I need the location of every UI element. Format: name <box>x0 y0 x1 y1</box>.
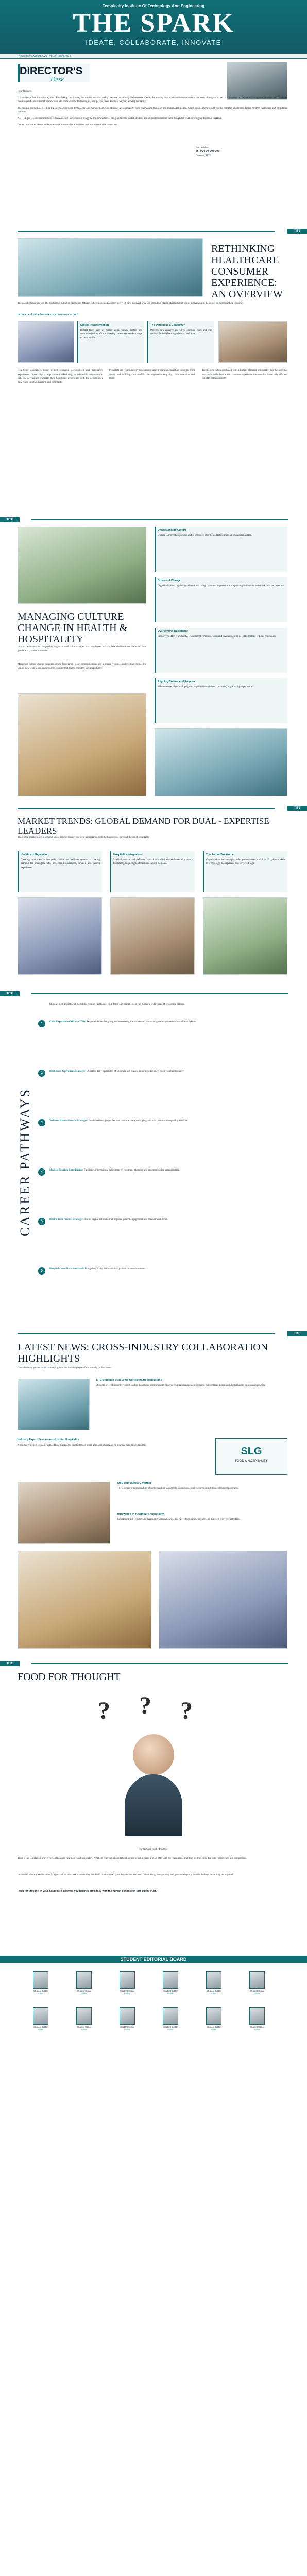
market-title: MARKET TRENDS: GLOBAL DEMAND FOR DUAL - EXPERTISE LEADERS <box>18 816 269 836</box>
rethinking-section <box>0 235 307 523</box>
tite-badge: TITE <box>287 229 307 234</box>
member-name: Student Editor <box>33 2026 48 2028</box>
career-item-text: Oversees daily operations of hospitals and clinics, ensuring efficiency, quality and compliance. <box>87 1070 185 1073</box>
member-photo <box>33 1971 48 1989</box>
member-name: Student Editor <box>77 2026 91 2028</box>
food-caption: How fast can you be trusted? <box>137 1848 168 1851</box>
culture-box-4-text: When culture aligns with purpose, organizations deliver consistent, high-quality experiences. <box>158 685 254 688</box>
hospitality-team-image <box>18 693 146 796</box>
career-item-title: Hospital Guest Relations Head: <box>49 1268 84 1270</box>
rethinking-subhead: In the era of value-based care, consumers expect: <box>18 313 79 316</box>
board-member <box>117 2007 137 2031</box>
career-item <box>41 1020 287 1025</box>
food-para-2: In a world where speed is valued, organizations must ask whether they can build trust as quickly as they deliver services. Consistency, transparency and genuine empathy remain the keys to earning lasting trust. <box>18 1874 234 1876</box>
culture-section <box>0 523 307 812</box>
divider <box>18 1333 275 1334</box>
masthead <box>0 0 307 54</box>
career-item-text: Builds digital solutions that improve patient engagement and clinical workflows. <box>84 1218 168 1221</box>
divider <box>18 808 275 809</box>
culture-box-4-title: Aligning Culture and Purpose <box>158 680 196 683</box>
question-illustration <box>77 1688 230 1842</box>
food-section <box>0 1667 307 1956</box>
career-section <box>0 997 307 1337</box>
member-role: Editor <box>81 2028 87 2031</box>
member-role: Editor <box>211 1992 217 1995</box>
pull-card-2-title: The Patient as a Consumer <box>150 324 185 327</box>
question-mark-icon: ? <box>98 1697 110 1724</box>
signature-block <box>196 146 288 158</box>
member-role: Editor <box>124 2028 130 2031</box>
market-image-1 <box>18 897 102 975</box>
greeting: Dear Readers, <box>18 90 32 93</box>
hospitality-image <box>218 321 287 363</box>
member-photo <box>76 2007 92 2025</box>
tite-badge: TITE <box>287 1331 307 1336</box>
tite-badge: TITE <box>287 806 307 811</box>
question-mark-icon: ? <box>180 1697 193 1724</box>
news-item-3-title: MoU with Industry Partner <box>117 1482 151 1485</box>
healthcare-team-image <box>155 728 287 796</box>
healthcare-tech-image <box>18 238 203 297</box>
director-letter <box>18 90 287 127</box>
member-photo <box>163 1971 178 1989</box>
member-role: Editor <box>211 2028 217 2031</box>
partner-logo-box <box>215 1438 287 1475</box>
member-role: Editor <box>124 1992 130 1995</box>
member-name: Student Editor <box>120 1990 134 1992</box>
issue-meta: Newsletter | August 2025 | Vol. 2 | Issue No. 2 <box>0 54 307 59</box>
pull-card-1 <box>77 321 144 363</box>
news-image-1 <box>18 1379 90 1430</box>
news-image-4 <box>159 1551 287 1649</box>
market-card-2-text: Medical tourism and wellness resorts blend clinical excellence with luxury hospitality, requiring leaders fluent in both domains. <box>113 858 193 866</box>
culture-title: MANAGING CULTURE CHANGE IN HEALTH & HOSPITALITY <box>18 611 128 645</box>
news-item-1-title: TITE Students Visit Leading Healthcare Institutions <box>96 1379 162 1382</box>
rethinking-col-2: Providers are responding by redesigning patient journeys, investing in digital front doors, and building care models that emphasize empathy, communication and trust. <box>109 369 195 380</box>
news-item-1 <box>96 1379 287 1387</box>
food-title: FOOD FOR THOUGHT <box>18 1671 121 1683</box>
director-para-2: The unique strength of TITE is the interplay between technology and management. Our students are exposed to both engineering thinking and managerial insight, which equips them to address the complex challenges facing modern healthcare and hospitality systems. <box>18 107 287 113</box>
director-heading: DIRECTOR'S <box>20 65 83 77</box>
culture-box-3-text: Employees often fear change. Transparent communication and involvement in decision making reduces resistance. <box>158 635 276 638</box>
career-item-title: Medical Tourism Coordinator: <box>49 1169 83 1172</box>
market-card-3-text: Organizations increasingly prefer professionals with interdisciplinary skills in technology, management and service design. <box>206 858 285 866</box>
pull-card-2 <box>147 321 214 363</box>
career-vertical-title: CAREER PATHWAYS <box>18 1088 32 1236</box>
thinker-figure <box>133 1734 174 1775</box>
career-item-number: 3 <box>38 1119 45 1126</box>
news-item-2 <box>18 1438 208 1447</box>
board-member <box>204 1971 224 1995</box>
pull-card-1-text: Digital tools such as mobile apps, patient portals and wearable devices are empowering consumers to take charge of their health. <box>80 329 142 340</box>
board-title: STUDENT EDITORIAL BOARD <box>0 1956 307 1963</box>
market-card-2-title: Hospitality Integration <box>113 853 142 856</box>
culture-box-1 <box>155 527 287 572</box>
news-section <box>0 1337 307 1667</box>
member-photo <box>76 1971 92 1989</box>
rethinking-title: RETHINKING HEALTHCARE CONSUMER EXPERIENCE: AN OVERVIEW <box>211 243 283 300</box>
news-image-2 <box>18 1482 110 1544</box>
market-image-3 <box>203 897 287 975</box>
pull-card-1-title: Digital Transformation <box>80 324 109 327</box>
member-name: Student Editor <box>163 2026 178 2028</box>
culture-box-3 <box>155 628 287 673</box>
career-item-title: Healthcare Operations Manager: <box>49 1070 87 1073</box>
culture-box-4 <box>155 678 287 723</box>
career-item <box>41 1267 287 1273</box>
member-name: Student Editor <box>77 1990 91 1992</box>
director-heading-box <box>18 64 90 82</box>
member-photo <box>249 1971 265 1989</box>
member-photo <box>206 2007 221 2025</box>
news-item-4-text: Emerging models show how hospitality-driven approaches can reduce patient anxiety and improve recovery outcomes. <box>117 1518 240 1521</box>
newsletter-title: THE SPARK <box>73 8 234 38</box>
market-section <box>0 812 307 997</box>
member-role: Editor <box>167 2028 174 2031</box>
news-item-2-text: An industry expert session explored how hospitality principles are being adopted in hospitals to improve patient satisfaction. <box>18 1444 146 1447</box>
tite-badge: TITE <box>0 991 20 996</box>
member-role: Editor <box>38 2028 44 2031</box>
tite-badge: TITE <box>0 1661 20 1666</box>
member-name: Student Editor <box>163 1990 178 1992</box>
news-intro: Cross-industry partnerships are shaping how institutions prepare future-ready professionals. <box>18 1367 112 1369</box>
news-item-4-title: Innovation in Healthcare Hospitality <box>117 1513 164 1516</box>
culture-box-3-title: Overcoming Resistance <box>158 630 189 633</box>
rethinking-col-1: Healthcare consumers today expect seamless, personalized and transparent experiences. From digital appointment scheduling to telehealth consultations, patients increasingly compare their healthcare experience with the convenience they enjoy in retail, banking and hospitality. <box>18 369 103 384</box>
director-para-1: It is an honor that this volume, titled 'Rethinking Healthcare, Innovation and Hospitality', centers on a timely and essential theme. Rethinking healthcare and innovation is at the heart of our profession. It is imperative that we encourage our students and faculty to think beyond conventional frameworks and embrace new technologies, new perspectives and new ways of serving humanity. <box>18 96 287 103</box>
culture-box-2-title: Drivers of Change <box>158 579 181 582</box>
member-name: Student Editor <box>250 1990 264 1992</box>
news-item-3-text: TITE signed a memorandum of understanding to promote internships, joint research and skill development programs. <box>117 1487 239 1490</box>
board-member <box>31 1971 50 1995</box>
culture-box-2-text: Digital adoption, regulatory reforms and rising consumer expectations are pushing institutions to rethink how they operate. <box>158 584 284 587</box>
career-item-title: Chief Experience Officer (CXO): <box>49 1021 86 1023</box>
board-member <box>204 2007 224 2031</box>
career-item-number: 2 <box>38 1070 45 1077</box>
career-intro: Students with expertise at the intersection of healthcare, hospitality and management can pursue a wide range of rewarding careers. <box>49 1003 185 1006</box>
rethinking-intro: The paradigm has shifted. The traditional model of healthcare delivery, where patients passively received care, is giving way to a consumer-driven approach that places individuals at the center of their healthcare journey. <box>18 302 244 305</box>
career-item <box>41 1168 287 1174</box>
career-item-number: 4 <box>38 1168 45 1176</box>
editorial-board-section <box>0 1956 307 2576</box>
member-photo <box>163 2007 178 2025</box>
partner-logo-2: FOOD & HOSPITALITY <box>235 1460 268 1463</box>
member-role: Editor <box>254 1992 260 1995</box>
culture-para-1: In both healthcare and hospitality, organizational culture shapes how employees behave, how decisions are made and how guests and patients are treated. <box>18 646 146 652</box>
market-card-1-text: Growing investment in hospitals, clinics and wellness centers is creating demand for managers who understand operations, finance and patient experience. <box>21 858 100 869</box>
member-name: Student Editor <box>120 2026 134 2028</box>
career-item <box>41 1218 287 1223</box>
board-member <box>247 1971 267 1995</box>
director-para-4: Let us continue to ideate, collaborate and innovate for a healthier and more hospitable tomorrow. <box>18 124 117 126</box>
career-item-text: Leads wellness properties that combine therapeutic programs with premium hospitality services. <box>89 1120 188 1122</box>
divider <box>31 993 288 994</box>
food-para-1: Trust is the foundation of every relationship in healthcare and hospitality. A patient entering a hospital and a guest checking into a hotel both look for reassurance that they will be cared for with competence and compassion. <box>18 1857 247 1860</box>
culture-image <box>18 527 146 604</box>
culture-box-1-title: Understanding Culture <box>158 529 187 532</box>
career-item-text: Brings hospitality standards into patient care environments. <box>84 1268 146 1270</box>
career-item-number: 1 <box>38 1020 45 1027</box>
career-item <box>41 1119 287 1124</box>
market-image-2 <box>110 897 195 975</box>
director-name: Mr. XXXXX XXXXXX <box>196 150 220 154</box>
career-item-number: 6 <box>38 1267 45 1275</box>
food-para-3: Food for thought: in your future role, how will you balance efficiency with the human connection that builds trust? <box>18 1890 158 1893</box>
board-member <box>247 2007 267 2031</box>
question-mark-icon: ? <box>139 1692 151 1719</box>
director-subheading: Desk <box>50 75 64 83</box>
board-member <box>31 2007 50 2031</box>
member-photo <box>249 2007 265 2025</box>
board-member <box>161 2007 180 2031</box>
culture-para-2: Managing culture change requires strong leadership, clear communication and a shared vision. Leaders must model the values they wish to see and invest in training that builds empathy and adaptability. <box>18 663 146 670</box>
signoff: Best Wishes, <box>196 147 209 149</box>
market-card-1 <box>18 851 102 892</box>
market-card-2 <box>110 851 195 892</box>
member-name: Student Editor <box>33 1990 48 1992</box>
member-role: Editor <box>81 1992 87 1995</box>
member-photo <box>120 1971 135 1989</box>
member-role: Editor <box>167 1992 174 1995</box>
news-title: LATEST NEWS: CROSS-INDUSTRY COLLABORATION HIGHLIGHTS <box>18 1342 268 1364</box>
member-photo <box>206 1971 221 1989</box>
member-name: Student Editor <box>207 1990 221 1992</box>
consumer-image <box>18 321 74 363</box>
member-role: Editor <box>254 2028 260 2031</box>
member-name: Student Editor <box>250 2026 264 2028</box>
board-member <box>74 2007 94 2031</box>
culture-box-2 <box>155 577 287 622</box>
career-item-text: Facilitates international patient travel, treatment planning and accommodation arrangements. <box>84 1169 180 1172</box>
tagline: IDEATE, COLLABORATE, INNOVATE <box>86 38 221 46</box>
news-item-4 <box>117 1513 287 1521</box>
news-image-3 <box>18 1551 151 1649</box>
director-designation: Director, TITE <box>196 155 211 157</box>
board-member <box>161 1971 180 1995</box>
market-card-3 <box>203 851 287 892</box>
culture-box-1-text: Culture is more than policies and procedures; it is the collective mindset of an organization. <box>158 534 252 537</box>
divider <box>31 519 288 520</box>
market-card-3-title: The Future Workforce <box>206 853 234 856</box>
rethinking-col-3: Technology, when combined with a human-centered philosophy, has the potential to transform the healthcare consumer experience into one that is not only efficient but also compassionate. <box>202 369 287 380</box>
career-item-title: Wellness Resort General Manager: <box>49 1120 88 1122</box>
career-item <box>41 1070 287 1075</box>
member-name: Student Editor <box>207 2026 221 2028</box>
news-item-2-title: Industry Expert Session on Hospital Hospitality <box>18 1438 79 1442</box>
tite-badge: TITE <box>0 517 20 522</box>
director-para-3: As TITE grows, our commitment remains rooted in excellence, integrity and innovation. I congratulate the editorial board and all contributors for their thoughtful work in bringing this issue together. <box>18 117 222 120</box>
board-member <box>117 1971 137 1995</box>
news-item-3 <box>117 1482 287 1490</box>
pull-card-2-text: Patients now research providers, compare costs and read reviews before choosing where to seek care. <box>150 329 212 336</box>
market-intro: The global marketplace is seeking a new kind of leader: one who understands both the business of care and the art of hospitality. <box>18 836 150 839</box>
career-item-text: Responsible for designing and overseeing the end-to-end patient or guest experience across all touchpoints. <box>86 1021 197 1023</box>
divider <box>31 1663 288 1664</box>
member-photo <box>33 2007 48 2025</box>
board-member <box>74 1971 94 1995</box>
news-item-1-text: Students of TITE recently visited leading healthcare institutions to observe hospital management systems, patient flow design and digital health solutions in practice. <box>96 1384 266 1387</box>
director-section <box>0 59 307 235</box>
institute-name: Templecity Institute Of Technology And Engineering <box>102 4 205 8</box>
partner-logo-1: SLG <box>241 1446 262 1457</box>
member-photo <box>120 2007 135 2025</box>
career-item-title: Health-Tech Product Manager: <box>49 1218 84 1221</box>
career-item-number: 5 <box>38 1218 45 1225</box>
member-role: Editor <box>38 1992 44 1995</box>
thinker-body <box>125 1774 182 1836</box>
divider <box>18 231 275 232</box>
market-card-1-title: Healthcare Expansion <box>21 853 49 856</box>
